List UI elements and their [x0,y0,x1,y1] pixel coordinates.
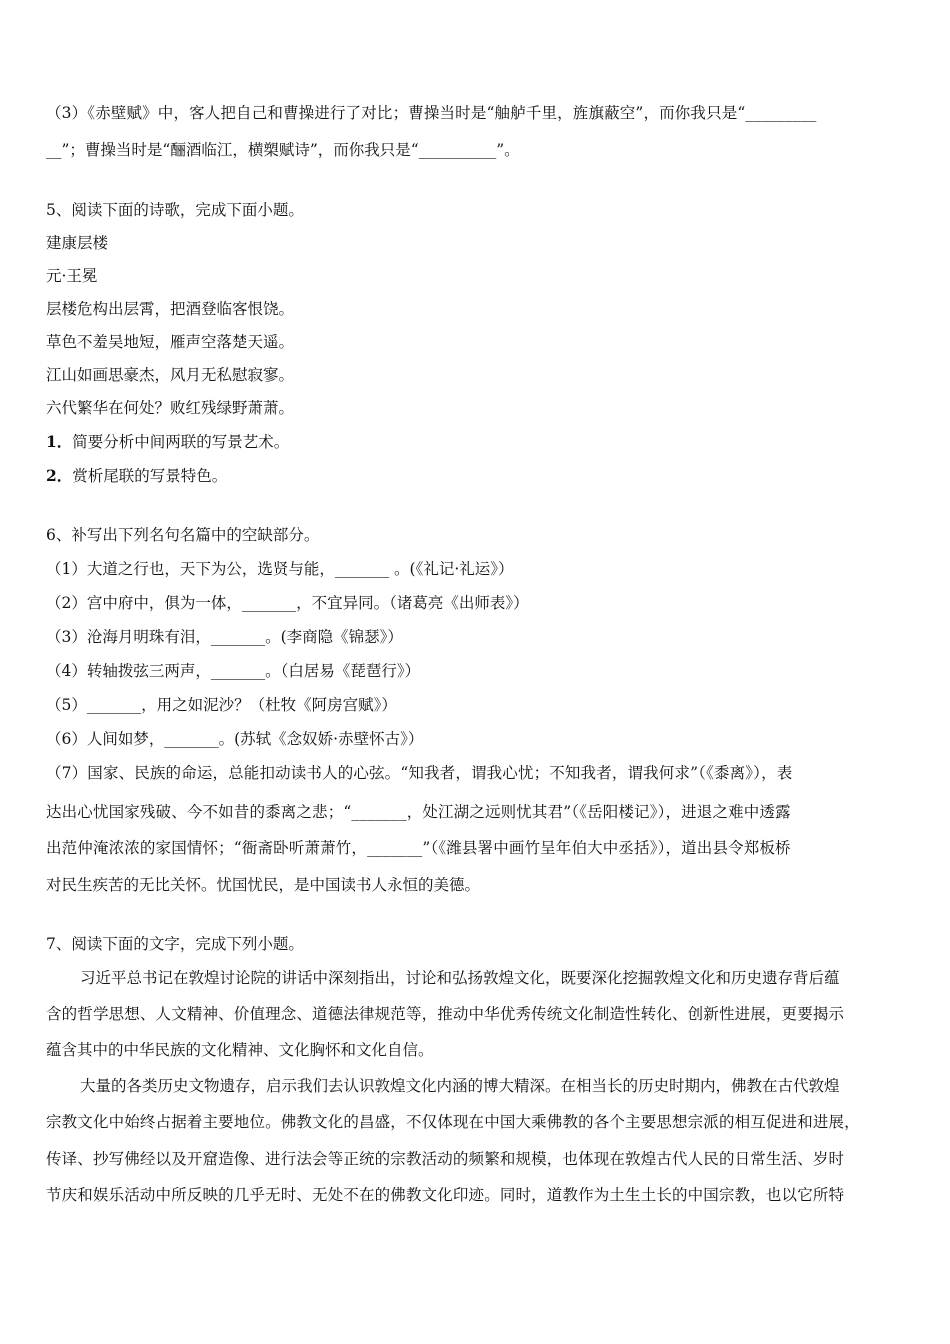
q7-para-2-line-2: 宗教文化中始终占据着主要地位。佛教文化的昌盛，不仅体现在中国大乘佛教的各个主要思想宗派的相互促进和进展， [46,1113,860,1131]
q5-heading: 5、阅读下面的诗歌，完成下面小题。 [46,201,304,219]
q3-line-2: __”；曹操当时是“酾酒临江，横槊赋诗”，而你我只是“__________”。 [46,141,520,159]
poem-line-3: 江山如画思豪杰，风月无私慰寂寥。 [46,366,295,384]
q5-question-2-number: 2． [46,466,73,485]
q6-item-1: （1）大道之行也，天下为公，选贤与能，_______ 。(《礼记·礼运》） [46,560,514,578]
q5-question-1 [46,432,906,452]
q6-item-7-line-2: 达出心忧国家残破、今不如昔的黍离之悲；“_______，处江湖之远则忧其君”（《岳阳楼记》），进退之难中透露 [46,803,791,821]
q6-item-6: （6）人间如梦，_______。(苏轼《念奴娇·赤壁怀古》） [46,730,424,748]
q7-para-2-line-1: 大量的各类历史文物遗存，启示我们去认识敦煌文化内涵的博大精深。在相当长的历史时期内，佛教在古代敦煌 [80,1077,840,1095]
q6-heading: 6、补写出下列名句名篇中的空缺部分。 [46,526,320,544]
q5-question-2 [46,466,906,486]
q6-item-2: （2）宫中府中，俱为一体，_______，不宜异同。（诸葛亮《出师表》） [46,594,529,612]
poem-title: 建康层楼 [46,234,109,252]
q5-question-1-number: 1． [46,432,73,451]
poem-line-2: 草色不羞吴地短，雁声空落楚天遥。 [46,333,295,351]
q7-para-1-line-1: 习近平总书记在敦煌讨论院的讲话中深刻指出，讨论和弘扬敦煌文化，既要深化挖掘敦煌文化和历史遗存背后蕴 [80,969,840,987]
q6-item-4: （4）转轴拨弦三两声，_______。（白居易《琵琶行》） [46,662,421,680]
q6-item-7-line-1: （7）国家、民族的命运，总能扣动读书人的心弦。“知我者，谓我心忧；不知我者，谓我何求”（《黍离》），表 [46,764,793,782]
poem-line-1: 层楼危构出层霄，把酒登临客恨饶。 [46,300,295,318]
q6-item-5: （5）_______，用之如泥沙？（杜牧《阿房宫赋》） [46,696,397,714]
q5-question-2-text: 赏析尾联的写景特色。 [72,467,228,485]
q3-line-1: （3）《赤壁赋》中，客人把自己和曹操进行了对比；曹操当时是“舳舻千里，旌旗蔽空”，而你我只是“_________ [46,104,817,122]
q7-para-1-line-3: 蕴含其中的中华民族的文化精神、文化胸怀和文化自信。 [46,1041,434,1059]
q6-item-7-line-3: 出范仲淹浓浓的家国情怀；“衙斋卧听萧萧竹，_______”（《潍县署中画竹呈年伯大中丞括》），道出县令郑板桥 [46,839,791,857]
q5-question-1-text: 简要分析中间两联的写景艺术。 [72,433,290,451]
q6-item-7-line-4: 对民生疾苦的无比关怀。忧国忧民，是中国读书人永恒的美德。 [46,876,481,894]
q7-para-2-line-4: 节庆和娱乐活动中所反映的几乎无时、无处不在的佛教文化印迹。同时，道教作为土生土长的中国宗教，也以它所特 [46,1186,845,1204]
q6-item-3: （3）沧海月明珠有泪，_______。(李商隐《锦瑟》） [46,628,403,646]
poem-author: 元·王冕 [46,267,98,285]
q7-heading: 7、阅读下面的文字，完成下列小题。 [46,935,304,953]
poem-line-4: 六代繁华在何处？败红残绿野萧萧。 [46,399,295,417]
q7-para-1-line-2: 含的哲学思想、人文精神、价值理念、道德法律规范等，推动中华优秀传统文化制造性转化、创新性进展，更要揭示 [46,1005,845,1023]
q7-para-2-line-3: 传译、抄写佛经以及开窟造像、进行法会等正统的宗教活动的频繁和规模，也体现在敦煌古代人民的日常生活、岁时 [46,1150,845,1168]
